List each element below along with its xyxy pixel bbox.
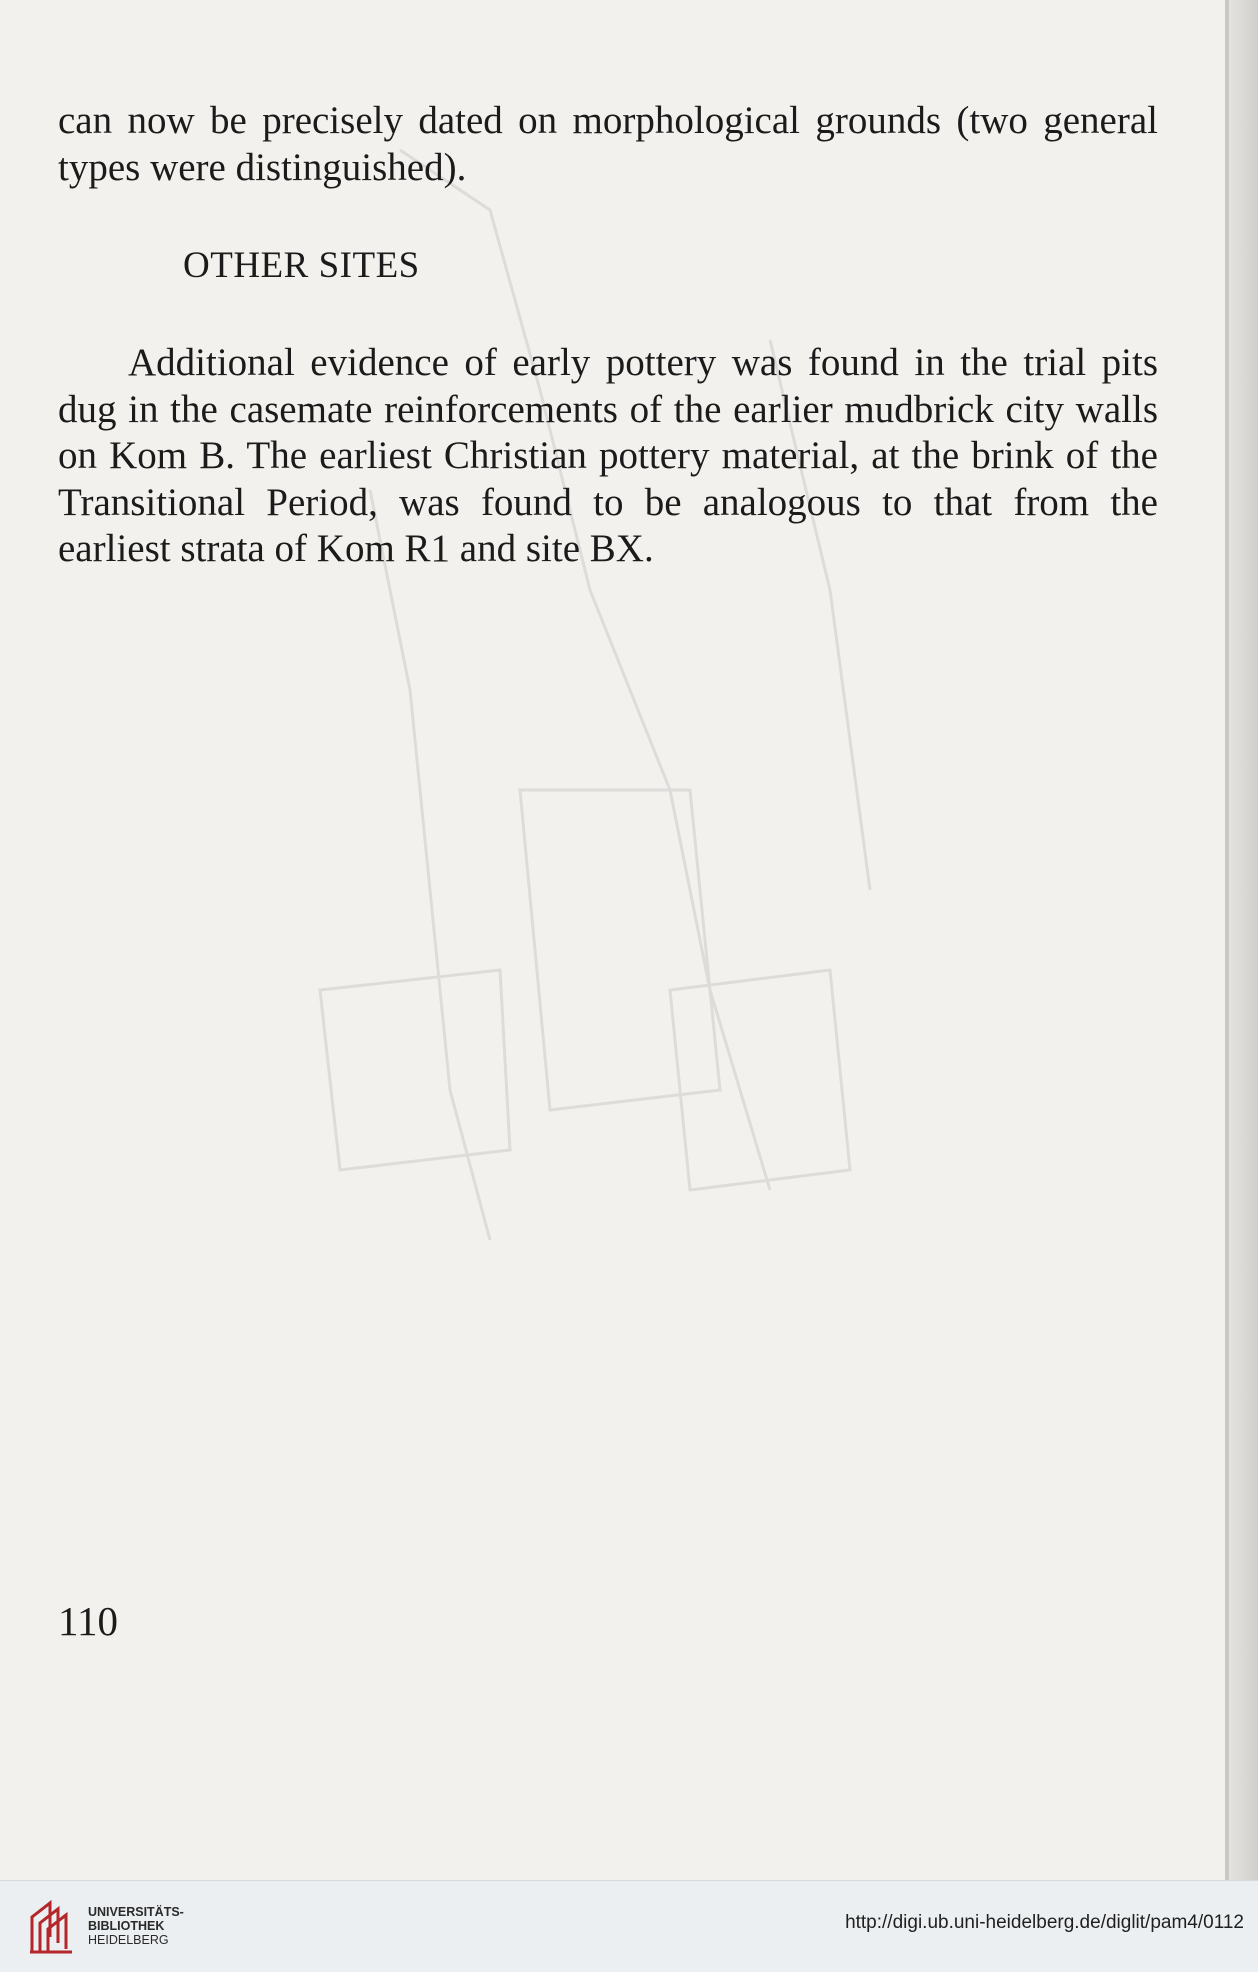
- library-name-line-2: BIBLIOTHEK: [88, 1919, 165, 1933]
- library-name-line-3: HEIDELBERG: [88, 1933, 169, 1947]
- paragraph-other-sites: Additional evidence of early pottery was found in the trial pits dug in the casemate reinforcements of the earlier mudbrick city walls on Kom B. The earliest Christian pottery material, at the brink of the Transitional Period, was found to be analogous to that from the earliest strata of Kom R1 and site BX.: [58, 341, 1158, 570]
- university-library-logo-icon: [28, 1899, 74, 1955]
- library-name: [88, 1905, 184, 1947]
- library-footer: [0, 1880, 1258, 1972]
- page-number: 110: [58, 1598, 118, 1644]
- library-name-line-1: UNIVERSITÄTS-: [88, 1905, 184, 1919]
- page-edge-shadow: [1225, 0, 1258, 1880]
- section-heading: OTHER SITES: [183, 245, 420, 286]
- paragraph-continuation: can now be precisely dated on morphological grounds (two general types were distinguished).: [58, 99, 1158, 189]
- permalink-url[interactable]: http://digi.ub.uni-heidelberg.de/diglit/pam4/0112: [845, 1912, 1244, 1933]
